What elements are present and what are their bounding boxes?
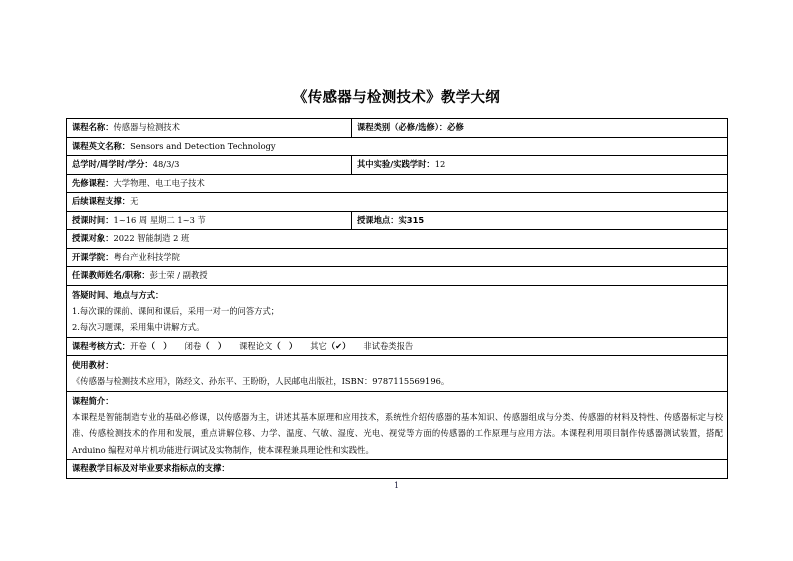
prereq-label: 先修课程：: [72, 177, 114, 188]
class-time-value: 1~16 周 星期二 1~3 节: [113, 214, 206, 225]
cell-course-category: [352, 119, 728, 138]
course-name-value: 传感器与检测技术: [113, 122, 180, 132]
table-row-qa: [67, 285, 728, 337]
teacher-value: 彭士荣 / 副教授: [149, 270, 208, 280]
cell-lab-hours: [352, 156, 728, 175]
exam-option-1[interactable]: [130, 341, 172, 351]
college-label: 开课学院：: [72, 251, 114, 262]
qa-header: 答疑时间、地点与方式：: [72, 289, 164, 300]
course-name-label: 课程名称：: [72, 122, 114, 132]
page-number: 1: [393, 481, 400, 490]
lab-hours-value: 12: [434, 159, 446, 169]
audience-value: 2022 智能制造 2 班: [113, 233, 190, 243]
table-row-exam: [67, 337, 728, 356]
page-title: 《传感器与检测技术》教学大纲: [292, 90, 501, 106]
intro-header: 课程简介：: [72, 395, 114, 406]
cell-course-name: [67, 119, 352, 138]
intro-body: 本课程是智能制造专业的基础必修课，以传感器为主，讲述其基本原理和应用技术，系统性介绍传感器的基本知识、传感器组成与分类、传感器的材料及特性、传感器标定与校准、传感检测技术的作用和发展，重点讲解位移、力学、温度、气敏、湿度、光电、视觉等方面的传感器的工作原理与应用方法。本课程利用项目制作传感器测试装置，搭配 Arduino 编程对单片机功能进行调试及实物制作，使本课程兼具理论性和实践性。: [72, 411, 723, 455]
exam-option-checkbox[interactable]: （ ）: [146, 340, 172, 351]
table-row-audience: [67, 230, 728, 249]
table-row-hours: [67, 156, 728, 175]
exam-option-label: 课程论文: [239, 340, 273, 351]
table-row-postreq: [67, 193, 728, 212]
exam-option-label: 闭卷: [184, 340, 202, 351]
table-row-class-time: [67, 211, 728, 230]
exam-other-note: 非试卷类报告: [363, 340, 414, 351]
exam-options-group[interactable]: [130, 339, 413, 355]
exam-option-2[interactable]: [185, 341, 227, 351]
qa-line-2: 2.每次习题课，采用集中讲解方式。: [72, 322, 205, 332]
syllabus-table: [66, 118, 728, 479]
cell-class-place: [352, 211, 728, 230]
course-en-name-label: 课程英文名称：: [72, 140, 131, 151]
table-row-course-name: [67, 119, 728, 138]
class-place-label: 授课地点：: [357, 214, 399, 225]
objectives-header: 课程教学目标及对毕业要求指标点的支撑：: [72, 463, 230, 473]
table-row-intro: [67, 391, 728, 460]
cell-hours: [67, 156, 352, 175]
cell-class-time: [67, 211, 352, 230]
textbook-header: 使用教材：: [72, 360, 114, 370]
lab-hours-label: 其中实验/实践学时：: [357, 159, 435, 169]
teacher-label: 任课教师姓名/职称：: [72, 270, 150, 280]
exam-option-3[interactable]: [239, 341, 297, 351]
exam-label: 课程考核方式：: [72, 340, 131, 351]
exam-option-label: 开卷: [130, 340, 147, 351]
postreq-label: 后续课程支撑：: [72, 196, 131, 206]
exam-option-checkbox[interactable]: （✔）: [326, 340, 351, 351]
cell-qa: [67, 285, 728, 337]
cell-teacher: [67, 267, 728, 286]
prereq-value: 大学物理、电工电子技术: [113, 177, 205, 188]
table-row-prereq: [67, 174, 728, 193]
hours-label: 总学时/周学时/学分：: [72, 159, 153, 169]
cell-exam-methods: [67, 337, 728, 356]
college-value: 粤台产业科技学院: [113, 251, 180, 262]
table-row-textbook: [67, 356, 728, 392]
cell-audience: [67, 230, 728, 249]
table-row-course-en-name: [67, 137, 728, 156]
table-row-college: [67, 248, 728, 267]
course-category-value: 必修: [447, 122, 464, 132]
exam-option-4[interactable]: [310, 341, 350, 351]
exam-option-label: 其它: [310, 340, 327, 351]
class-time-label: 授课时间：: [72, 214, 114, 225]
course-category-label: 课程类别（必修/选修）：: [357, 122, 448, 132]
audience-label: 授课对象：: [72, 233, 114, 243]
cell-postreq: [67, 193, 728, 212]
cell-prereq: [67, 174, 728, 193]
postreq-value: 无: [130, 196, 139, 206]
cell-course-intro: [67, 391, 728, 460]
exam-option-checkbox[interactable]: （ ）: [201, 340, 227, 351]
class-place-value: 实315: [398, 214, 425, 225]
course-en-name-value: Sensors and Detection Technology: [130, 140, 276, 151]
exam-option-checkbox[interactable]: （ ）: [272, 340, 298, 351]
qa-line-1: 1.每次课的课前、课间和课后，采用一对一的问答方式；: [72, 305, 280, 316]
cell-course-en-name: [67, 137, 728, 156]
table-row-teacher: [67, 267, 728, 286]
textbook-value: 《传感器与检测技术应用》，陈经文、孙东平、王盼盼，人民邮电出版社，ISBN：9787115569196。: [72, 376, 450, 386]
table-row-objectives: [67, 460, 728, 479]
hours-value: 48/3/3: [152, 159, 180, 169]
cell-objectives: [67, 460, 728, 479]
cell-textbook: [67, 356, 728, 392]
cell-college: [67, 248, 728, 267]
